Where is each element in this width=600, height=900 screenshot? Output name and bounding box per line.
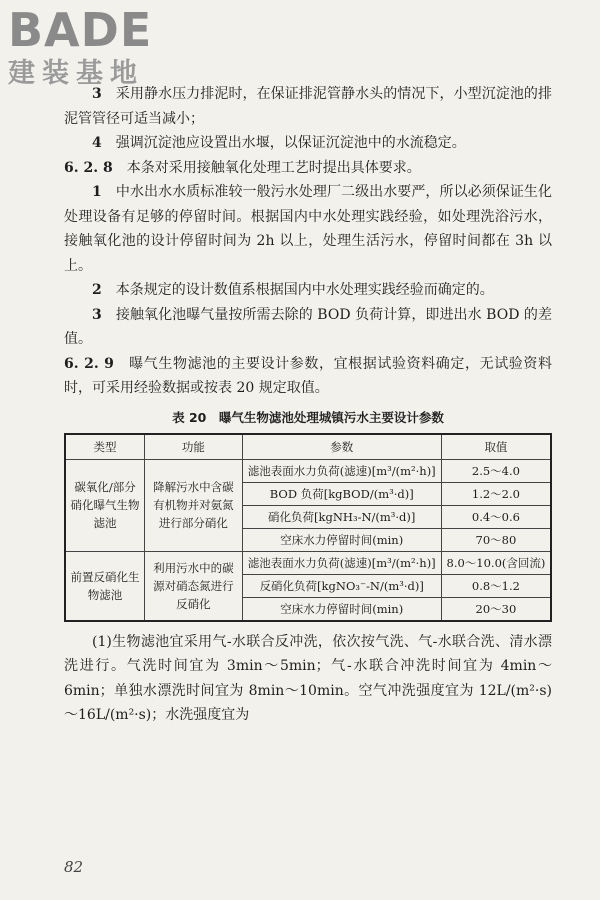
value-cell: 0.4～0.6 — [441, 505, 551, 528]
paragraph-item-4: 4 强调沉淀池应设置出水堰，以保证沉淀池中的水流稳定。 — [92, 135, 466, 151]
logo-subtitle: 建装基地 — [8, 58, 144, 89]
value-cell: 2.5～4.0 — [441, 459, 551, 482]
param-cell: 空床水力停留时间(min) — [242, 528, 441, 551]
param-cell: 滤池表面水力负荷(滤速)[m³/(m²·h)] — [242, 551, 441, 574]
paragraph-item-3: 3 采用静水压力排泥时，在保证排泥管静水头的情况下，小型沉淀池的排泥管管径可适当减小； — [64, 86, 552, 127]
paragraph-628-1: 1 中水出水水质标准较一般污水处理厂二级出水要严，所以必须保证生化处理设备有足够的停留时间。根据国内中水处理实践经验，如处理洗浴污水，接触氧化池的设计停留时间为 2h 以上，处理生活污水，停留时间都在 3h 以上。 — [64, 184, 552, 274]
param-cell: BOD 负荷[kgBOD/(m³·d)] — [242, 482, 441, 505]
page-number: 82 — [64, 858, 84, 876]
header-type: 类型 — [65, 434, 145, 460]
value-cell: 20～30 — [441, 597, 551, 621]
group1-type: 碳氧化/部分硝化曝气生物滤池 — [65, 459, 145, 551]
group2-type: 前置反硝化生物滤池 — [65, 551, 145, 621]
paragraph-after-table: (1)生物滤池宜采用气-水联合反冲洗，依次按气洗、气-水联合洗、清水漂洗进行。气洗时间宜为 3min～5min；气-水联合冲洗时间宜为 4min～6min；单独水漂洗时间宜为 8min～10min。空气冲洗强度宜为 12L/(m²·s)～16L/(m²·s)；水洗强度宜为 — [64, 633, 552, 723]
clause-6-2-9: 6. 2. 9 曝气生物滤池的主要设计参数，宜根据试验资料确定，无试验资料时，可采用经验数据或按表 20 规定取值。 — [64, 355, 553, 396]
document-page — [64, 82, 552, 728]
value-cell: 0.8～1.2 — [441, 574, 551, 597]
paragraph-628-2: 2 本条规定的设计数值系根据国内中水处理实践经验而确定的。 — [92, 282, 494, 298]
value-cell: 70～80 — [441, 528, 551, 551]
table-title: 表 20 曝气生物滤池处理城镇污水主要设计参数 — [172, 409, 444, 425]
clause-6-2-8: 6. 2. 8 本条对采用接触氧化处理工艺时提出具体要求。 — [64, 159, 421, 176]
table-row — [65, 551, 551, 574]
value-cell: 8.0～10.0(含回流) — [441, 551, 551, 574]
param-cell: 硝化负荷[kgNH₃-N/(m³·d)] — [242, 505, 441, 528]
logo-word: BADE — [8, 3, 153, 57]
header-param: 参数 — [242, 434, 441, 460]
parameter-table — [64, 433, 552, 622]
param-cell: 空床水力停留时间(min) — [242, 597, 441, 621]
param-cell: 反硝化负荷[kgNO₃⁻-N/(m³·d)] — [242, 574, 441, 597]
header-value: 取值 — [441, 434, 551, 460]
table-row — [65, 459, 551, 482]
bade-logo — [8, 3, 153, 90]
param-cell: 滤池表面水力负荷(滤速)[m³/(m²·h)] — [242, 459, 441, 482]
value-cell: 1.2～2.0 — [441, 482, 551, 505]
table-header-row — [65, 434, 551, 460]
header-function: 功能 — [145, 434, 242, 460]
group2-function: 利用污水中的碳源对硝态氮进行反硝化 — [145, 551, 242, 621]
paragraph-628-3: 3 接触氧化池曝气量按所需去除的 BOD 负荷计算，即进出水 BOD 的差值。 — [64, 306, 552, 347]
group1-function: 降解污水中含碳有机物并对氨氮进行部分硝化 — [145, 459, 242, 551]
